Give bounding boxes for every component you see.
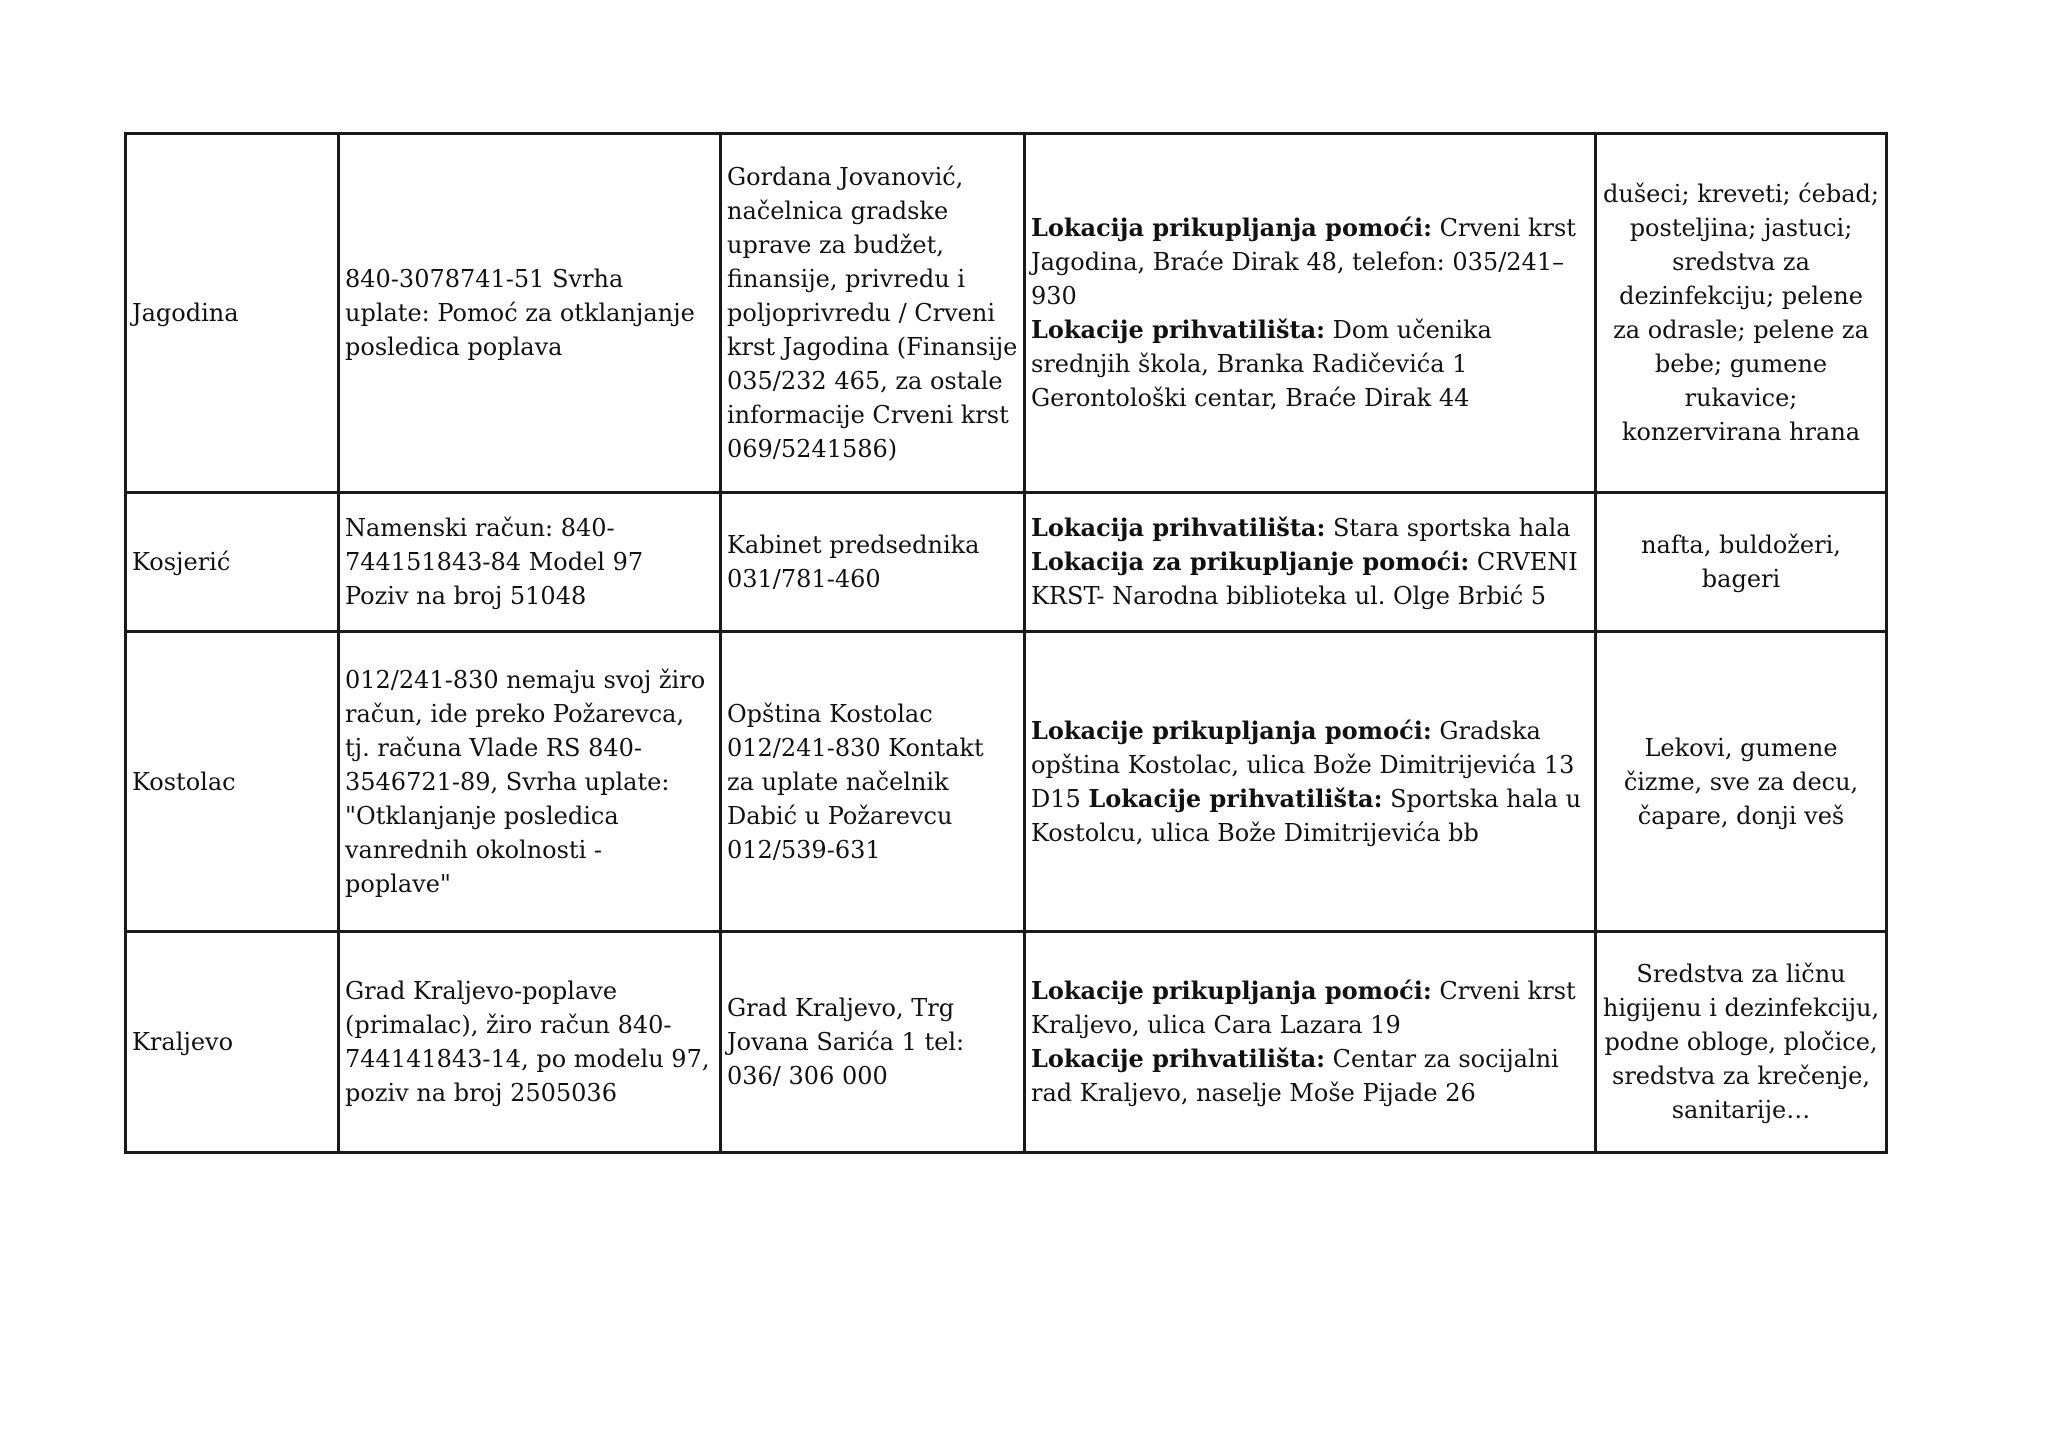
location-text: Crveni krst Kraljevo, ulica Cara Lazara 19	[1031, 977, 1576, 1039]
account-cell: 840-3078741-51 Svrha uplate: Pomoć za otklanjanje posledica poplava	[339, 134, 721, 493]
location-label: Lokacija za prikupljanje pomoći:	[1031, 547, 1470, 576]
flood-relief-table	[124, 132, 1888, 1154]
location-label: Lokacija prikupljanja pomoći:	[1031, 213, 1432, 242]
location-label: Lokacije prikupljanja pomoći:	[1031, 976, 1432, 1005]
table-row	[126, 493, 1887, 632]
needs-cell: Lekovi, gumene čizme, sve za decu, čapare, donji veš	[1596, 632, 1887, 932]
needs-cell: Sredstva za ličnu higijenu i dezinfekciju, podne obloge, pločice, sredstva za krečenje, sanitarije…	[1596, 932, 1887, 1153]
contact-cell: Gordana Jovanović, načelnica gradske uprave za budžet, finansije, privredu i poljoprivredu / Crveni krst Jagodina (Finansije 035/232 465, za ostale informacije Crveni krst 069/5241586)	[721, 134, 1025, 493]
contact-cell: Opština Kostolac 012/241-830 Kontakt za uplate načelnik Dabić u Požarevcu 012/539-631	[721, 632, 1025, 932]
account-cell: Grad Kraljevo-poplave (primalac), žiro račun 840-744141843-14, po modelu 97, poziv na broj 2505036	[339, 932, 721, 1153]
table-row	[126, 632, 1887, 932]
location-cell	[1025, 134, 1596, 493]
city-cell: Kosjerić	[126, 493, 339, 632]
contact-cell: Kabinet predsednika 031/781-460	[721, 493, 1025, 632]
location-text: Gradska opština Kostolac, ulica Bože Dimitrijevića 13 D15	[1031, 716, 1575, 813]
location-cell	[1025, 632, 1596, 932]
needs-cell: nafta, buldožeri, bageri	[1596, 493, 1887, 632]
location-text: Centar za socijalni rad Kraljevo, naselje Moše Pijade 26	[1031, 1045, 1559, 1107]
location-label: Lokacije prihvatilišta:	[1088, 783, 1383, 813]
account-cell: Namenski račun: 840-744151843-84 Model 97 Poziv na broj 51048	[339, 493, 721, 632]
location-text: Crveni krst Jagodina, Braće Dirak 48, telefon: 035/241–930	[1031, 214, 1576, 310]
location-text: Dom učenika srednjih škola, Branka Radičevića 1 Gerontološki centar, Braće Dirak 44	[1031, 316, 1492, 412]
account-cell: 012/241-830 nemaju svoj žiro račun, ide preko Požarevca, tj. računa Vlade RS 840-3546721-89, Svrha uplate: "Otklanjanje posledica vanrednih okolnosti - poplave"	[339, 632, 721, 932]
location-label: Lokacije prihvatilišta:	[1031, 315, 1326, 344]
needs-cell: dušeci; kreveti; ćebad; posteljina; jastuci; sredstva za dezinfekciju; pelene za odrasle; pelene za bebe; gumene rukavice; konzervirana hrana	[1596, 134, 1887, 493]
location-label: Lokacije prihvatilišta:	[1031, 1044, 1326, 1073]
city-cell: Jagodina	[126, 134, 339, 493]
location-label: Lokacija prihvatilišta:	[1031, 513, 1326, 542]
city-cell: Kostolac	[126, 632, 339, 932]
location-text: Stara sportska hala	[1325, 514, 1571, 542]
location-cell	[1025, 932, 1596, 1153]
table-row	[126, 932, 1887, 1153]
location-label: Lokacije prikupljanja pomoći:	[1031, 715, 1432, 745]
city-cell: Kraljevo	[126, 932, 339, 1153]
location-text: CRVENI KRST- Narodna biblioteka ul. Olge Brbić 5	[1031, 548, 1578, 610]
location-text: Sportska hala u Kostolcu, ulica Bože Dimitrijevića bb	[1031, 784, 1582, 847]
contact-cell: Grad Kraljevo, Trg Jovana Sarića 1 tel: 036/ 306 000	[721, 932, 1025, 1153]
location-cell	[1025, 493, 1596, 632]
table-row	[126, 134, 1887, 493]
